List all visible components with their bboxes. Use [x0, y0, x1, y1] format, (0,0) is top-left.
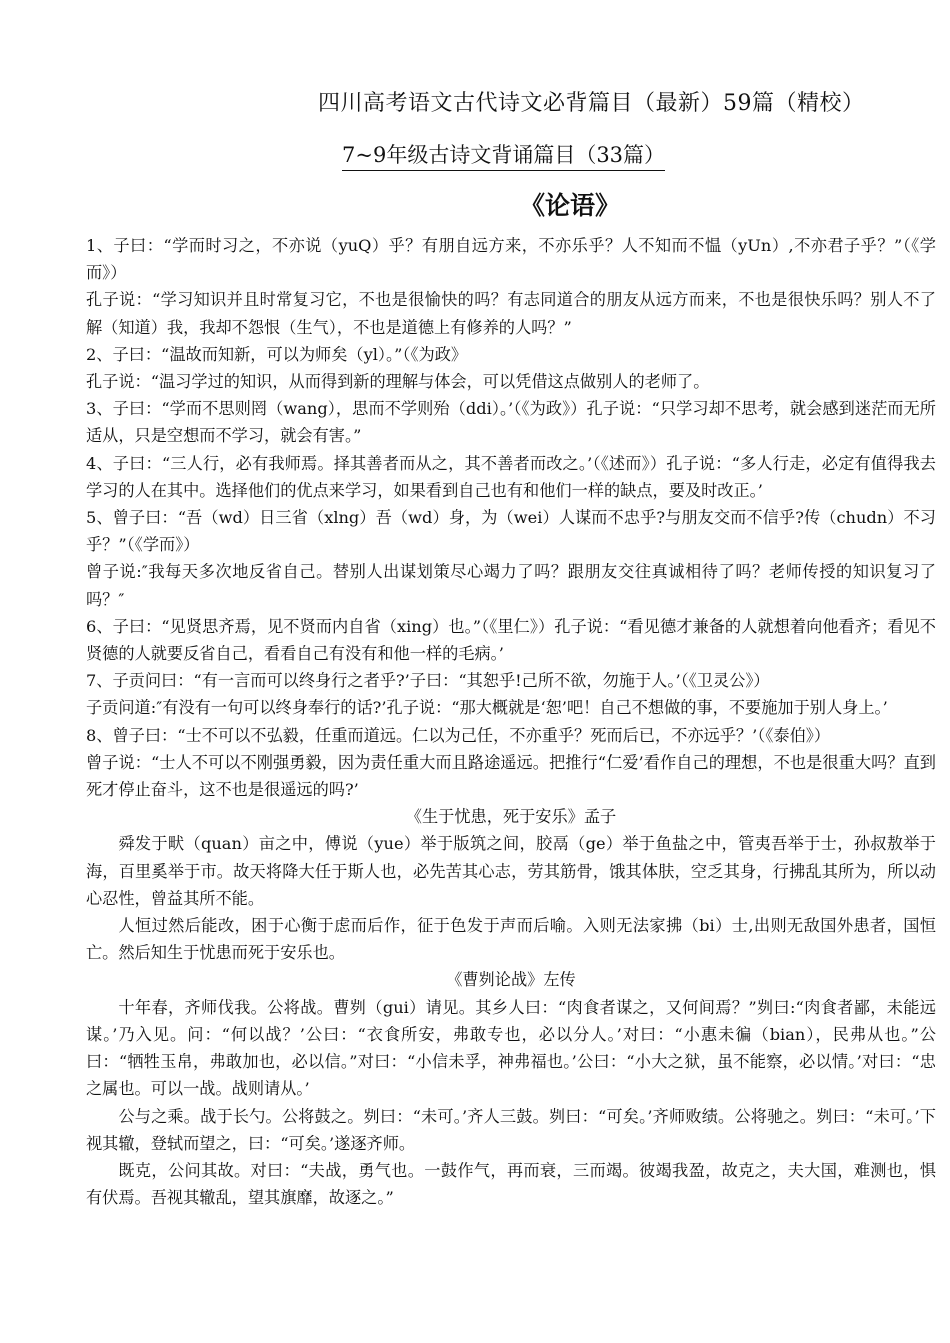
- paragraph: 8、曾子曰：“士不可以不弘毅，任重而道远。仁以为己任，不亦重乎？死而后已，不亦远乎？’（《泰伯》）: [86, 725, 831, 745]
- paragraph: 公与之乘。战于长勺。公将鼓之。刿曰：“未可。’齐人三鼓。刿曰：“可矣。’齐师败绩。公将驰之。刿曰：“未可。’下视其辙，登轼而望之，曰：“可矣。’遂逐齐师。: [86, 1106, 936, 1153]
- paragraph: 曾子说：“士人不可以不刚强勇毅，因为责任重大而且路途遥远。把推行“仁爱’看作自己的理想，不也是很重大吗？直到死才停止奋斗，这不也是很遥远的吗?’: [86, 752, 936, 800]
- paragraph: 舜发于畎（quan）亩之中，傅说（yue）举于版筑之间，胶鬲（ge）举于鱼盐之中，管夷吾举于士，孙叔敖举于海，百里奚举于市。故天将降大任于斯人也，必先苦其心志，劳其筋骨，饿其体肤，空乏其身，行拂乱其所为，所以动心忍性，曾益其所不能。: [86, 834, 936, 908]
- paragraph: 子贡问道:″有没有一句可以终身奉行的话?’孔子说：“那大概就是‘恕’吧！自己不想做的事，不要施加于别人身上。’: [86, 698, 888, 718]
- lunyu-heading: 《论语》: [520, 191, 621, 220]
- paragraph: 4、子曰：“三人行，必有我师焉。择其善者而从之，其不善者而改之。’（《述而》）孔子说：“多人行走，必定有值得我去学习的人在其中。选择他们的优点来学习，如果看到自己也有和他们一样的缺点，要及时改正。’: [86, 453, 936, 500]
- paragraph: 曾子说:″我每天多次地反省自己。替别人出谋划策尽心竭力了吗？跟朋友交往真诚相待了吗？老师传授的知识复习了吗？″: [86, 562, 936, 609]
- paragraph: 5、曾子曰：“吾（wd）日三省（xlng）吾（wd）身，为（wei）人谋而不忠乎?与朋友交而不信乎?传（chudn）不习乎？”（《学而》）: [86, 508, 936, 555]
- paragraph: 十年春，齐师伐我。公将战。曹刿（gui）请见。其乡人曰：“肉食者谋之，又何间焉？”刿曰:“肉食者鄙，未能远谋。’乃入见。问：“何以战？’公曰：“衣食所安，弗敢专也，必以分人。’对曰：“小惠未徧（bian），民弗从也。”公曰：“牺牲玉帛，弗敢加也，必以信。”对曰：“小信未孚，神弗福也。’公曰：“小大之狱，虽不能察，必以情。’对曰：“忠之属也。可以一战。战则请从。’: [86, 997, 936, 1099]
- paragraph: 1、子曰：“学而时习之，不亦说（yuQ）乎？有朋自远方来，不亦乐乎？人不知而不愠（yUn）,不亦君子乎？”（《学而》）: [86, 236, 936, 283]
- paragraph: 孔子说：“温习学过的知识，从而得到新的理解与体会，可以凭借这点做别人的老师了。: [86, 372, 710, 392]
- document-body: [86, 232, 936, 1211]
- section-heading: 《曹刿论战》左传: [446, 970, 576, 990]
- section-subtitle: 7~9年级古诗文背诵篇目（33篇）: [342, 139, 665, 171]
- paragraph: 6、子曰：“见贤思齐焉，见不贤而内自省（xing）也。”（《里仁》）孔子说：“看见德才兼备的人就想着向他看齐；看见不贤德的人就要反省自己，看看自己有没有和他一样的毛病。’: [86, 616, 936, 664]
- paragraph: 2、子曰：“温故而知新，可以为师矣（yl）。”（《为政》: [86, 344, 468, 364]
- document-title: 四川高考语文古代诗文必背篇目（最新）59篇（精校）: [318, 91, 865, 116]
- section-heading: 《生于忧患，死于安乐》孟子: [405, 807, 617, 827]
- paragraph: 既克，公问其故。对曰：“夫战，勇气也。一鼓作气，再而衰，三而竭。彼竭我盈，故克之，夫大国，难测也，惧有伏焉。吾视其辙乱，望其旗靡，故逐之。”: [86, 1160, 936, 1208]
- paragraph: 孔子说：“学习知识并且时常复习它，不也是很愉快的吗？有志同道合的朋友从远方而来，不也是很快乐吗？别人不了解（知道）我，我却不怨恨（生气），不也是道德上有修养的人吗？”: [86, 290, 936, 337]
- paragraph: 3、子曰：“学而不思则罔（wang），思而不学则殆（ddi）。’（《为政》）孔子说：“只学习却不思考，就会感到迷茫而无所适从，只是空想而不学习，就会有害。”: [86, 399, 936, 446]
- paragraph: 7、子贡问曰：“有一言而可以终身行之者乎?’子曰：“其恕乎!己所不欲，勿施于人。’（《卫灵公》）: [86, 671, 770, 691]
- paragraph: 人恒过然后能改，困于心衡于虑而后作，征于色发于声而后喻。入则无法家拂（bi）士,出则无敌国外患者，国恒亡。然后知生于忧患而死于安乐也。: [86, 916, 936, 963]
